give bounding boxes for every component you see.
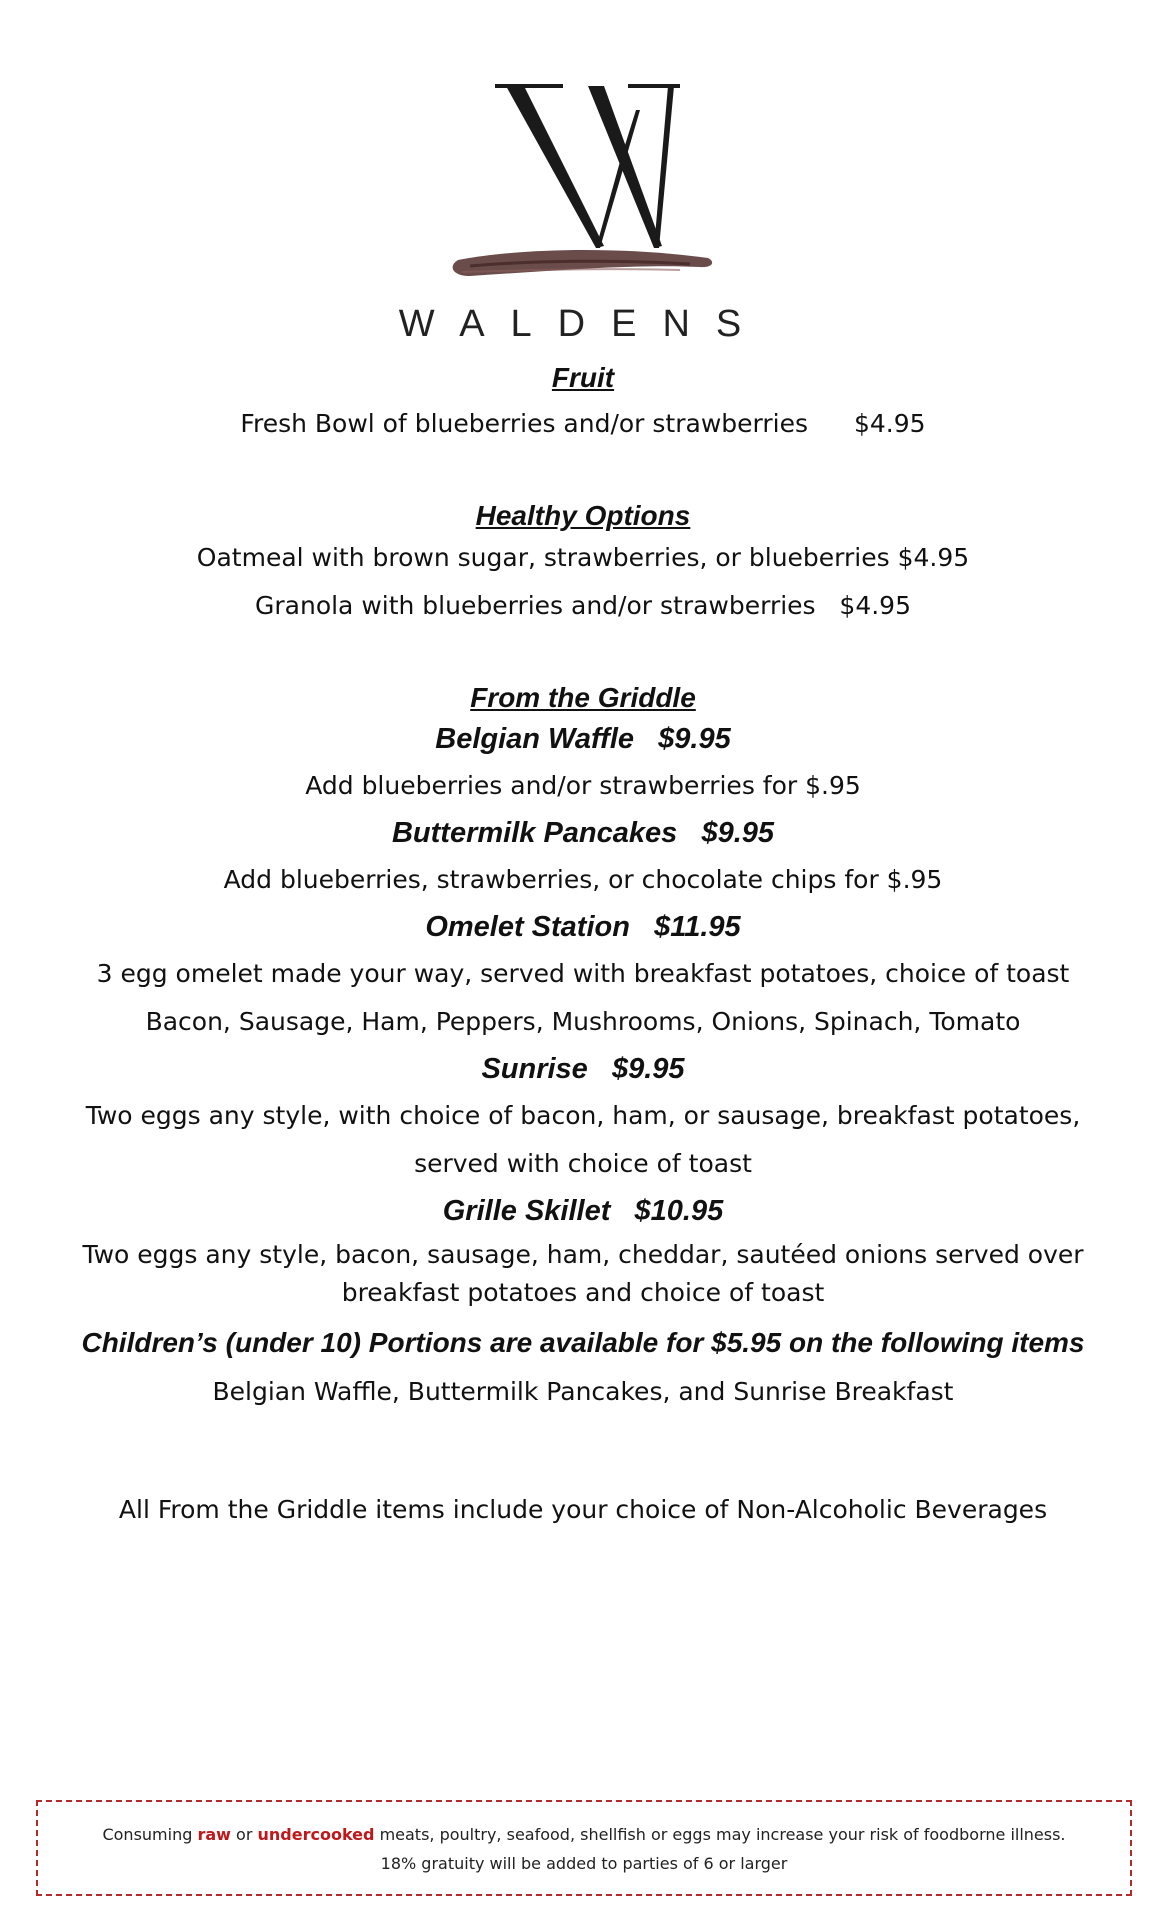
foodborne-warning: [38, 1820, 1130, 1849]
item-title-omelet: Omelet Station $11.95: [425, 911, 741, 943]
healthy-item-granola: Granola with blueberries and/or strawberries $4.95: [255, 591, 911, 620]
brand-name: WALDENS: [398, 303, 768, 345]
notice-text-post: meats, poultry, seafood, shellfish or eggs may increase your risk of foodborne illness.: [379, 1825, 1066, 1844]
fruit-item: [0, 400, 1166, 448]
walden-w-logo-icon: [0, 70, 1166, 350]
item-desc-sunrise-2: served with choice of toast: [414, 1149, 752, 1178]
gratuity-note: 18% gratuity will be added to parties of 6 or larger: [380, 1854, 788, 1873]
section-title-fruit: Fruit: [551, 362, 615, 393]
notice-text-or: or: [236, 1825, 253, 1844]
item-desc-pancakes: Add blueberries, strawberries, or chocolate chips for $.95: [223, 865, 943, 894]
healthy-item-oatmeal: Oatmeal with brown sugar, strawberries, or blueberries $4.95: [196, 543, 970, 572]
item-desc-skillet-2: breakfast potatoes and choice of toast: [341, 1278, 825, 1307]
fruit-item-price: $4.95: [854, 409, 926, 438]
beverages-note: All From the Griddle items include your choice of Non-Alcoholic Beverages: [118, 1495, 1048, 1524]
item-title-pancakes: Buttermilk Pancakes $9.95: [391, 817, 775, 849]
section-title-griddle: From the Griddle: [470, 682, 696, 713]
notice-text-pre: Consuming: [102, 1825, 193, 1844]
item-desc-sunrise-1: Two eggs any style, with choice of bacon, ham, or sausage, breakfast potatoes,: [85, 1101, 1081, 1130]
notice-raw: raw: [197, 1825, 231, 1844]
children-portions-items: Belgian Waffle, Buttermilk Pancakes, and Sunrise Breakfast: [212, 1377, 954, 1406]
fruit-item-label: Fresh Bowl of blueberries and/or strawberries: [240, 409, 808, 438]
item-options-omelet: Bacon, Sausage, Ham, Peppers, Mushrooms, Onions, Spinach, Tomato: [145, 1007, 1021, 1036]
food-safety-notice: [36, 1800, 1132, 1896]
item-desc-skillet-1: Two eggs any style, bacon, sausage, ham, cheddar, sautéed onions served over: [82, 1240, 1084, 1269]
menu-content: [0, 360, 1166, 1534]
item-desc-omelet: 3 egg omelet made your way, served with breakfast potatoes, choice of toast: [96, 959, 1070, 988]
item-desc-waffle: Add blueberries and/or strawberries for $.95: [305, 771, 861, 800]
item-title-skillet: Grille Skillet $10.95: [442, 1195, 724, 1227]
item-title-sunrise: Sunrise $9.95: [481, 1053, 685, 1085]
notice-undercooked: undercooked: [257, 1825, 375, 1844]
section-title-healthy: Healthy Options: [475, 500, 691, 531]
children-portions-title: Children’s (under 10) Portions are available for $5.95 on the following items: [81, 1327, 1085, 1358]
item-title-waffle: Belgian Waffle $9.95: [435, 723, 731, 755]
